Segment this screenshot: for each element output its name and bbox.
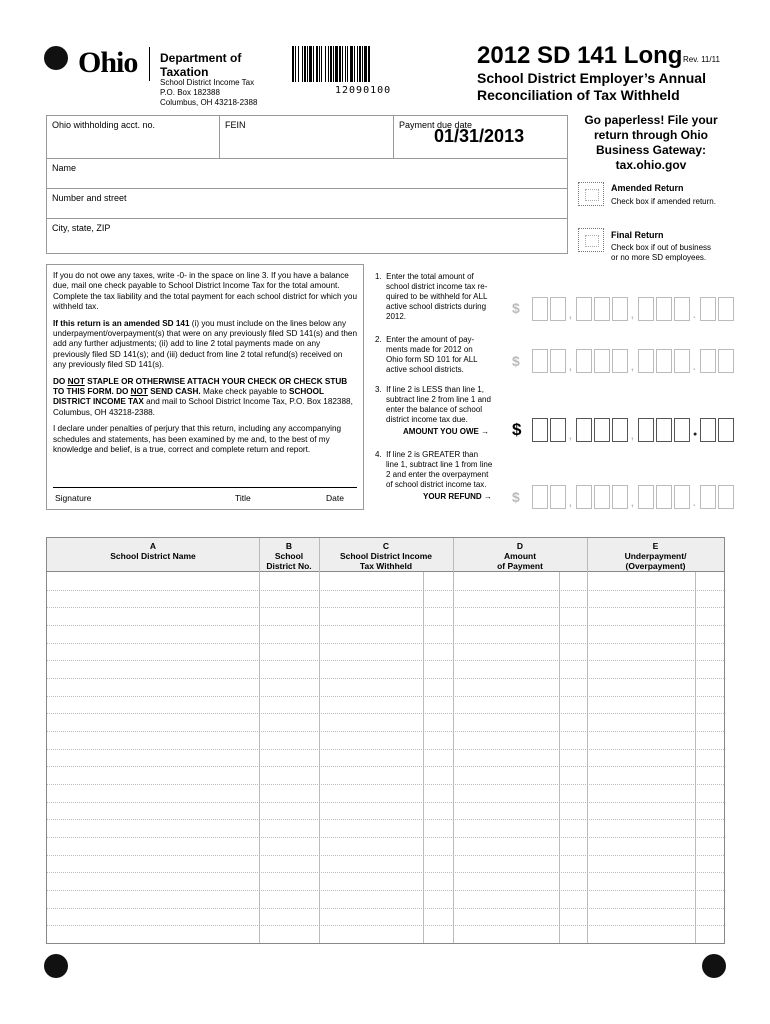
- column-b-header: B School District No.: [266, 541, 312, 571]
- amended-return-title: Amended Return: [611, 183, 684, 193]
- line-1-dollar-icon: $: [512, 300, 520, 316]
- table-row[interactable]: [47, 731, 724, 749]
- amount-digit-box[interactable]: [612, 297, 628, 321]
- table-row[interactable]: [47, 678, 724, 696]
- table-column-line: [259, 538, 260, 943]
- registration-mark-bottom-right: [702, 954, 726, 978]
- street-field[interactable]: [46, 188, 568, 219]
- amount-digit-box[interactable]: [576, 297, 592, 321]
- amount-digit-box[interactable]: [718, 485, 734, 509]
- table-row[interactable]: [47, 696, 724, 714]
- table-row[interactable]: [47, 855, 724, 873]
- amount-digit-box[interactable]: [700, 418, 716, 442]
- amount-digit-box[interactable]: [638, 485, 654, 509]
- amount-digit-box[interactable]: [532, 297, 548, 321]
- decimal-separator: [692, 349, 700, 373]
- withholding-account-field[interactable]: [46, 115, 220, 159]
- street-label: Number and street: [52, 193, 127, 203]
- name-field[interactable]: [46, 158, 568, 189]
- table-row[interactable]: [47, 766, 724, 784]
- line-1-amount-input[interactable]: [532, 297, 736, 321]
- table-row[interactable]: [47, 802, 724, 820]
- amount-digit-box[interactable]: [532, 485, 548, 509]
- amount-digit-box[interactable]: [532, 418, 548, 442]
- amount-digit-box[interactable]: [638, 349, 654, 373]
- column-c-header: C School District Income Tax Withheld: [339, 541, 433, 571]
- payment-due-field: [393, 115, 568, 159]
- amount-digit-box[interactable]: [576, 349, 592, 373]
- line-3-text: 3. If line 2 is LESS than line 1, subtract line 2 from line 1 and enter the balance of school district income tax due. AMOUNT YOU OWE →: [375, 385, 491, 436]
- amount-digit-box[interactable]: [612, 349, 628, 373]
- table-row[interactable]: [47, 819, 724, 837]
- form-subtitle: School District Employer’s Annual Reconciliation of Tax Withheld: [477, 70, 706, 103]
- table-row[interactable]: [47, 607, 724, 625]
- amount-digit-box[interactable]: [656, 297, 672, 321]
- thousands-separator: [568, 349, 576, 373]
- decimal-separator: [692, 418, 700, 442]
- city-state-zip-label: City, state, ZIP: [52, 223, 111, 233]
- column-e-header: E Underpayment/ (Overpayment): [624, 541, 687, 571]
- column-d-header: D Amount of Payment: [497, 541, 543, 571]
- instructions-box: [46, 264, 364, 510]
- table-row[interactable]: [47, 908, 724, 926]
- amount-digit-box[interactable]: [674, 349, 690, 373]
- amount-digit-box[interactable]: [532, 349, 548, 373]
- ohio-logo: Ohio: [78, 46, 138, 79]
- table-row[interactable]: [47, 660, 724, 678]
- table-row[interactable]: [47, 572, 724, 590]
- city-state-zip-field[interactable]: [46, 218, 568, 254]
- table-column-line: [423, 572, 424, 943]
- amount-digit-box[interactable]: [700, 349, 716, 373]
- line-4-text: 4. If line 2 is GREATER than line 1, subtract line 1 from line 2 and enter the overpayment of school district income tax. YOUR REFUND →: [375, 450, 493, 501]
- line-4-amount-input[interactable]: [532, 485, 736, 509]
- amount-digit-box[interactable]: [674, 485, 690, 509]
- amended-return-checkbox[interactable]: [578, 182, 604, 206]
- amount-digit-box[interactable]: [718, 349, 734, 373]
- fein-label: FEIN: [225, 120, 246, 130]
- table-row[interactable]: [47, 872, 724, 890]
- amount-digit-box[interactable]: [718, 297, 734, 321]
- title-label: Title: [235, 493, 251, 503]
- table-row[interactable]: [47, 590, 724, 608]
- thousands-separator: [630, 485, 638, 509]
- amount-digit-box[interactable]: [550, 349, 566, 373]
- thousands-separator: [630, 418, 638, 442]
- table-column-line: [695, 572, 696, 943]
- table-row[interactable]: [47, 890, 724, 908]
- table-column-line: [319, 538, 320, 943]
- amount-digit-box[interactable]: [550, 418, 566, 442]
- amount-digit-box[interactable]: [638, 418, 654, 442]
- decimal-separator: [692, 485, 700, 509]
- barcode: [292, 46, 414, 82]
- amount-digit-box[interactable]: [594, 297, 610, 321]
- table-row[interactable]: [47, 625, 724, 643]
- line-3-amount-input[interactable]: [532, 418, 736, 442]
- amount-digit-box[interactable]: [700, 485, 716, 509]
- table-column-line: [559, 572, 560, 943]
- form-title: 2012 SD 141 Long: [477, 42, 683, 69]
- thousands-separator: [630, 349, 638, 373]
- thousands-separator: [630, 297, 638, 321]
- line-4-dollar-icon: $: [512, 489, 520, 505]
- table-header: [47, 538, 724, 572]
- final-return-checkbox[interactable]: [578, 228, 604, 252]
- logo-divider: [149, 47, 150, 81]
- table-column-line: [587, 538, 588, 943]
- amount-digit-box[interactable]: [612, 485, 628, 509]
- registration-mark-bottom-left: [44, 954, 68, 978]
- amount-digit-box[interactable]: [638, 297, 654, 321]
- amount-digit-box[interactable]: [612, 418, 628, 442]
- table-row[interactable]: [47, 925, 724, 943]
- amended-return-note: Check box if amended return.: [611, 197, 716, 206]
- payment-due-date: 01/31/2013: [434, 126, 525, 146]
- amount-digit-box[interactable]: [594, 485, 610, 509]
- line-2-dollar-icon: $: [512, 353, 520, 369]
- table-row[interactable]: [47, 749, 724, 767]
- amount-digit-box[interactable]: [576, 485, 592, 509]
- table-row[interactable]: [47, 713, 724, 731]
- barcode-number: 12090100: [335, 85, 392, 96]
- school-district-table: [46, 537, 725, 944]
- instructions-amended: If this return is an amended SD 141 (i) you must include on the lines below any underpayment/overpayment(s) that were on any previously filed SD 141(s) and then add any further adjustments; (ii) add to line 2 total payments made on any previously filed SD 141(s); and (iii) deduct from line 2 total refund(s) received on any previously filed SD 141(s).: [53, 318, 358, 370]
- line-2-amount-input[interactable]: [532, 349, 736, 373]
- amount-digit-box[interactable]: [674, 418, 690, 442]
- signature-line[interactable]: [53, 487, 357, 488]
- amount-digit-box[interactable]: [550, 485, 566, 509]
- agency-address: School District Income Tax P.O. Box 182388 Columbus, OH 43218-2388: [160, 78, 258, 107]
- thousands-separator: [568, 418, 576, 442]
- registration-mark-top-left: [44, 46, 68, 70]
- line-1-text: 1. Enter the total amount of school district income tax re- quired to be withheld for ALL active school districts during 2012.: [375, 272, 488, 321]
- table-column-line: [453, 538, 454, 943]
- line-3-dollar-icon: $: [512, 420, 522, 439]
- amount-digit-box[interactable]: [594, 349, 610, 373]
- instructions-no-tax: If you do not owe any taxes, write -0- in the space on line 3. If you have a balance due, mail one check payable to School District Income Tax for the total amount. Complete the tax liability and the total payment for each school district for which you withheld tax.: [53, 271, 358, 312]
- instructions-payment: DO NOT STAPLE OR OTHERWISE ATTACH YOUR CHECK OR CHECK STUB TO THIS FORM. DO NOT SEND CASH. Make check payable to SCHOOL DISTRICT INCOME TAX and mail to School District Income Tax, P.O. Box 182388, Columbus, OH 43218-2388.: [53, 376, 353, 417]
- amount-digit-box[interactable]: [656, 418, 672, 442]
- amount-digit-box[interactable]: [674, 297, 690, 321]
- perjury-declaration: I declare under penalties of perjury that this return, including any accompanying schedules and statements, has been examined by me and, to the best of my knowledge and belief, is a true, correct and complete return and report.: [53, 424, 342, 455]
- paperless-notice: Go paperless! File your return through Ohio Business Gateway: tax.ohio.gov: [584, 113, 718, 172]
- amount-digit-box[interactable]: [594, 418, 610, 442]
- table-row[interactable]: [47, 837, 724, 855]
- amount-digit-box[interactable]: [718, 418, 734, 442]
- table-row[interactable]: [47, 643, 724, 661]
- date-label: Date: [326, 493, 344, 503]
- amount-digit-box[interactable]: [700, 297, 716, 321]
- withholding-account-label: Ohio withholding acct. no.: [52, 120, 156, 130]
- amount-digit-box[interactable]: [656, 485, 672, 509]
- table-row[interactable]: [47, 784, 724, 802]
- decimal-separator: [692, 297, 700, 321]
- fein-field[interactable]: [219, 115, 394, 159]
- final-return-note: Check box if out of business or no more SD employees.: [611, 243, 712, 262]
- thousands-separator: [568, 297, 576, 321]
- amount-digit-box[interactable]: [550, 297, 566, 321]
- payment-due-label: Payment due date: [399, 120, 473, 130]
- signature-label: Signature: [55, 493, 92, 503]
- barcode-bar: [368, 46, 370, 82]
- table-body[interactable]: [47, 572, 724, 943]
- department-name: Department of Taxation: [160, 51, 242, 79]
- name-label: Name: [52, 163, 77, 173]
- final-return-title: Final Return: [611, 230, 664, 240]
- amount-digit-box[interactable]: [656, 349, 672, 373]
- amount-digit-box[interactable]: [576, 418, 592, 442]
- revision-date: Rev. 11/11: [683, 55, 720, 64]
- column-a-header: A School District Name: [110, 541, 196, 561]
- thousands-separator: [568, 485, 576, 509]
- line-2-text: 2. Enter the amount of pay- ments made for 2012 on Ohio form SD 101 for ALL active school districts.: [375, 335, 478, 374]
